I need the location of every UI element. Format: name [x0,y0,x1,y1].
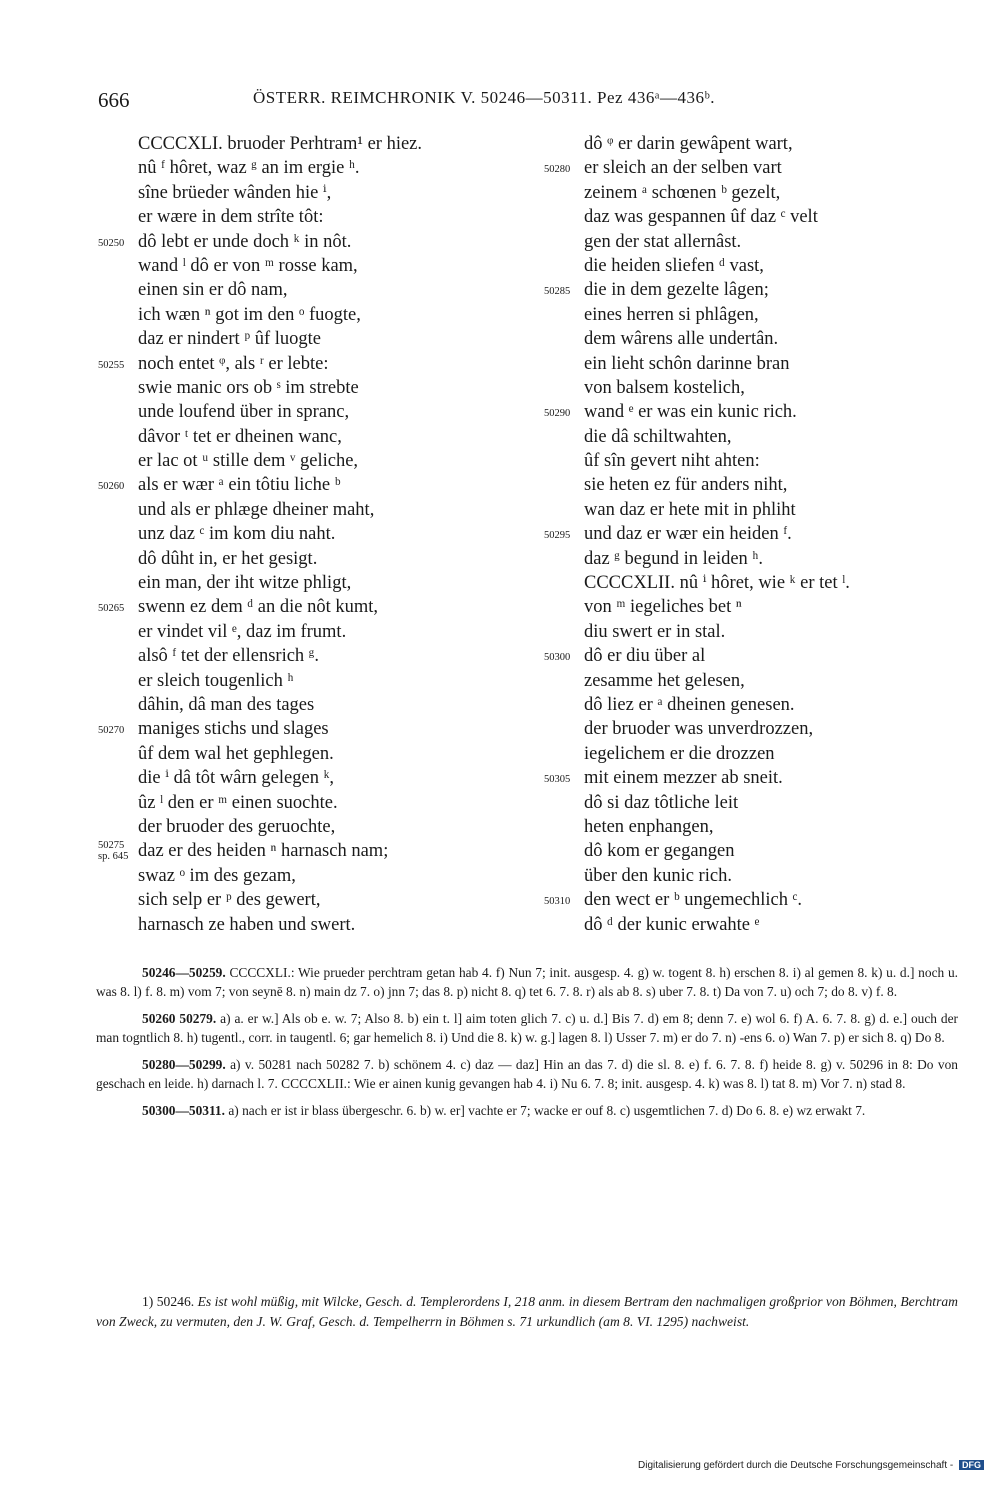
line-number: 50255 [98,359,125,371]
verse-line [98,620,518,644]
verse-line [544,352,964,376]
verse-line [98,693,518,717]
verse-line [544,425,964,449]
verse-line [544,571,964,595]
verse-line [544,913,964,937]
verse-line [544,547,964,571]
verse-text: dâvor ᵗ tet er dheinen wanc, [138,426,342,447]
verse-line [544,205,964,229]
verse-line [98,669,518,693]
verse-line [98,181,518,205]
footnote [96,1292,958,1331]
verse-line [98,571,518,595]
verse-line [98,644,518,668]
apparatus-entry [96,963,958,1001]
verse-line [98,473,518,497]
verse-line [544,620,964,644]
apparatus-text: CCCCXLI.: Wie prueder perchtram getan hab 4. f) Nun 7; init. ausgesp. 4. g) w. togent 8. h) erschen 8. i) al gemen 8. k) u. d.] noch u. was 8. l) f. 8. m) vom 7; von seynē 8. n) main dz 7. o) jnn 7; das 8. p) nicht 8. q) tet 6. 7. 8. r) als ab 8. s) uber 7. 8. t) Da von 7. u) och 7; do 8. v) f. 8. [96,965,958,999]
verse-line [98,839,518,863]
verse-line [98,132,518,156]
verse-text: dô si daz tôtliche leit [584,792,739,813]
verse-text: er lac ot ᵘ stille dem ᵛ geliche, [138,451,359,472]
verse-text: unz daz ᶜ im kom diu naht. [138,524,336,545]
apparatus-entry [96,1055,958,1093]
verse-text: sich selp er ᵖ des gewert, [138,890,321,911]
verse-text: harnasch ze haben und swert. [138,914,356,935]
verse-line [98,303,518,327]
verse-text: ein man, der iht witze phligt, [138,573,352,594]
critical-apparatus [96,963,958,1128]
verse-line [98,717,518,741]
line-number: 50295 [544,530,571,542]
verse-line [98,547,518,571]
verse-text: ûz ˡ den er ᵐ einen suochte. [138,792,338,813]
apparatus-range: 50280—50299. [142,1057,226,1072]
verse-text: daz er des heiden ⁿ harnasch nam; [138,841,389,862]
verse-line [98,766,518,790]
dfg-logo: DFG [959,1460,984,1470]
verse-text: unde loufend über in spranc, [138,402,350,423]
verse-text: ûf sîn gevert niht ahten: [584,451,760,472]
verse-text: und daz er wær ein heiden ᶠ. [584,524,792,545]
verse-line [544,669,964,693]
verse-text: dô kom er gegangen [584,841,735,862]
verse-line [544,303,964,327]
apparatus-entry [96,1101,958,1120]
verse-text: er sleich tougenlich ʰ [138,670,294,691]
verse-line [544,791,964,815]
verse-line [98,913,518,937]
verse-line [98,254,518,278]
verse-text: ich wæn ⁿ got im den ᵒ fuogte, [138,304,361,325]
verse-text: daz was gespannen ûf daz ᶜ velt [584,207,818,228]
verse-text: mit einem mezzer ab sneit. [584,768,783,789]
verse-line [98,864,518,888]
line-number: 50275 sp. 645 [98,840,129,863]
verse-text: swie manic ors ob ˢ im strebte [138,377,359,398]
verse-line [98,595,518,619]
verse-text: iegelichem er die drozzen [584,743,775,764]
verse-line [544,864,964,888]
apparatus-entry [96,1009,958,1047]
verse-line [544,815,964,839]
verse-text: über den kunic rich. [584,865,732,886]
apparatus-range: 50300—50311. [142,1103,225,1118]
running-title: ÖSTERR. REIMCHRONIK V. 50246—50311. Pez 436ᵃ—436ᵇ. [253,88,715,107]
verse-column-left [98,132,518,937]
verse-line [98,278,518,302]
verse-line [544,839,964,863]
verse-line [98,230,518,254]
verse-text: dô dûht in, er het gesigt. [138,548,318,569]
verse-text: zeinem ᵃ schœnen ᵇ gezelt, [584,182,781,203]
apparatus-text: a) v. 50281 nach 50282 7. b) schönem 4. c) daz — daz] Hin an das 7. d) die sl. 8. e) f. 6. 7. 8. f) heide 8. g) v. 50296 in 8: Do von geschach en leide. h) darnach l. 7. CCCCXLII.: Wie er ainen kunig gevangen hab 4. i) Nu 6. 7. 8; init. ausgesp. 4. k) was 8. l) tat 8. m) Vor 7. n) stad 8. [96,1057,958,1091]
line-number: 50300 [544,652,571,664]
verse-text: er vindet vil ᵉ, daz im frumt. [138,621,347,642]
verse-text: die dâ schiltwahten, [584,426,732,447]
verse-line [98,376,518,400]
verse-text: er sleich an der selben vart [584,158,782,179]
verse-text: heten enphangen, [584,816,714,837]
line-number: 50305 [544,774,571,786]
line-number: 50280 [544,164,571,176]
verse-text: von balsem kostelich, [584,377,745,398]
verse-line [98,156,518,180]
verse-line [98,498,518,522]
verse-text: er wære in dem strîte tôt: [138,207,324,228]
verse-line [544,156,964,180]
verse-line [544,254,964,278]
verse-text: eines herren si phlâgen, [584,304,759,325]
line-number: 50260 [98,481,125,493]
verse-line [98,791,518,815]
apparatus-text: a) a. er w.] Als ob e. w. 7; Also 8. b) ein t. l] aim toten glich 7. c) u. d.] Bis 7. d) em 8; denn 7. e) wol 6. f) A. 6. 7. 8. g) d. e.] ouch der man togntlich 8. h) tugentl., corr. in taugentl. 6; gar hemelich 8. i) Und die 8. k) w. g.] lagen 8. l) Usser 7. m) er do 7. n) -ens 6. o) Wan 7. p) er sich 8. q) Do 8. [96,1011,958,1045]
verse-line [98,400,518,424]
verse-line [544,400,964,424]
verse-line [544,473,964,497]
verse-line [544,230,964,254]
verse-line [544,766,964,790]
verse-text: die in dem gezelte lâgen; [584,280,769,301]
verse-text: CCCCXLII. nû ⁱ hôret, wie ᵏ er tet ˡ. [584,573,850,594]
verse-line [544,522,964,546]
verse-text: ein lieht schôn darinne bran [584,353,790,374]
verse-line [544,742,964,766]
verse-line [544,181,964,205]
verse-text: daz ᵍ begund in leiden ʰ. [584,548,763,569]
verse-line [98,449,518,473]
verse-line [544,327,964,351]
verse-text: die heiden sliefen ᵈ vast, [584,255,764,276]
verse-text: als er wær ᵃ ein tôtiu liche ᵇ [138,475,341,496]
page-header [0,88,1000,116]
line-number: 50290 [544,408,571,420]
line-number: 50310 [544,896,571,908]
verse-line [98,425,518,449]
verse-text: sîne brüeder wânden hie ⁱ, [138,182,332,203]
verse-text: maniges stichs und slages [138,719,329,740]
verse-line [98,352,518,376]
verse-line [544,449,964,473]
verse-line [544,498,964,522]
verse-text: swenn ez dem ᵈ an die nôt kumt, [138,597,379,618]
verse-text: wan daz er hete mit in phliht [584,499,796,520]
verse-text: wand ˡ dô er von ᵐ rosse kam, [138,255,358,276]
page-number: 666 [98,88,130,112]
verse-line [98,205,518,229]
verse-text: der bruoder was unverdrozzen, [584,719,814,740]
verse-text: von ᵐ iegeliches bet ⁿ [584,597,742,618]
verse-text: CCCCXLI. bruoder Perhtram¹ er hiez. [138,134,423,154]
verse-text: dô er diu über al [584,646,706,667]
verse-text: zesamme het gelesen, [584,670,745,691]
verse-text: daz er nindert ᵖ ûf luogte [138,329,321,350]
apparatus-text: a) nach er ist ir blass übergeschr. 6. b) w. er] vachte er 7; wacke er ouf 8. c) usgemtlichen 7. d) Do 6. 8. e) wz erwakt 7. [228,1103,866,1118]
verse-text: die ⁱ dâ tôt wârn gelegen ᵏ, [138,768,335,789]
verse-text: diu swert er in stal. [584,621,726,642]
verse-line [544,888,964,912]
verse-line [544,132,964,156]
verse-text: noch entet ᵠ, als ʳ er lebte: [138,353,329,374]
verse-text: ûf dem wal het gephlegen. [138,743,334,764]
digitization-credit [638,1460,984,1471]
verse-line [544,278,964,302]
verse-text: dô lebt er unde doch ᵏ in nôt. [138,231,352,252]
verse-line [544,595,964,619]
line-number: 50250 [98,237,125,249]
verse-line [98,815,518,839]
verse-text: nû ᶠ hôret, waz ᵍ an im ergie ʰ. [138,158,360,179]
verse-column-right [544,132,964,937]
verse-text: dô ᵈ der kunic erwahte ᵉ [584,914,760,935]
verse-text: wand ᵉ er was ein kunic rich. [584,402,797,423]
apparatus-range: 50246—50259. [142,965,226,980]
verse-text: sie heten ez für anders niht, [584,475,788,496]
verse-line [98,327,518,351]
footnote-number: 1) 50246. [142,1294,195,1309]
line-number: 50270 [98,725,125,737]
verse-text: alsô ᶠ tet der ellensrich ᵍ. [138,646,319,667]
verse-text: gen der stat allernâst. [584,231,742,252]
footnote-text: Es ist wohl müßig, mit Wilcke, Gesch. d. Templerordens I, 218 anm. in diesem Bertram den nachmaligen großprior von Böhmen, Berchtram von Zweck, zu vermuten, den J. W. Graf, Gesch. d. Tempelherrn in Böhmen s. 71 urkundlich (am 8. VI. 1295) nachweist. [96,1294,958,1329]
line-number: 50285 [544,286,571,298]
verse-text: und als er phlæge dheiner maht, [138,499,375,520]
verse-text: der bruoder des geruochte, [138,816,336,837]
line-number: 50265 [98,603,125,615]
verse-text: einen sin er dô nam, [138,280,288,301]
verse-line [544,693,964,717]
verse-line [544,717,964,741]
verse-text: den wect er ᵇ ungemechlich ᶜ. [584,890,802,911]
verse-text: dô ᵠ er darin gewâpent wart, [584,134,793,154]
verse-line [544,644,964,668]
verse-text: dô liez er ᵃ dheinen genesen. [584,694,795,715]
apparatus-range: 50260 50279. [142,1011,217,1026]
verse-line [98,522,518,546]
verse-line [98,742,518,766]
verse-line [544,376,964,400]
verse-text: dem wârens alle undertân. [584,329,779,350]
verse-text: dâhin, dâ man des tages [138,694,315,715]
credit-text: Digitalisierung gefördert durch die Deutsche Forschungsgemeinschaft - [638,1460,954,1471]
verse-line [98,888,518,912]
verse-text: swaz ᵒ im des gezam, [138,865,296,886]
